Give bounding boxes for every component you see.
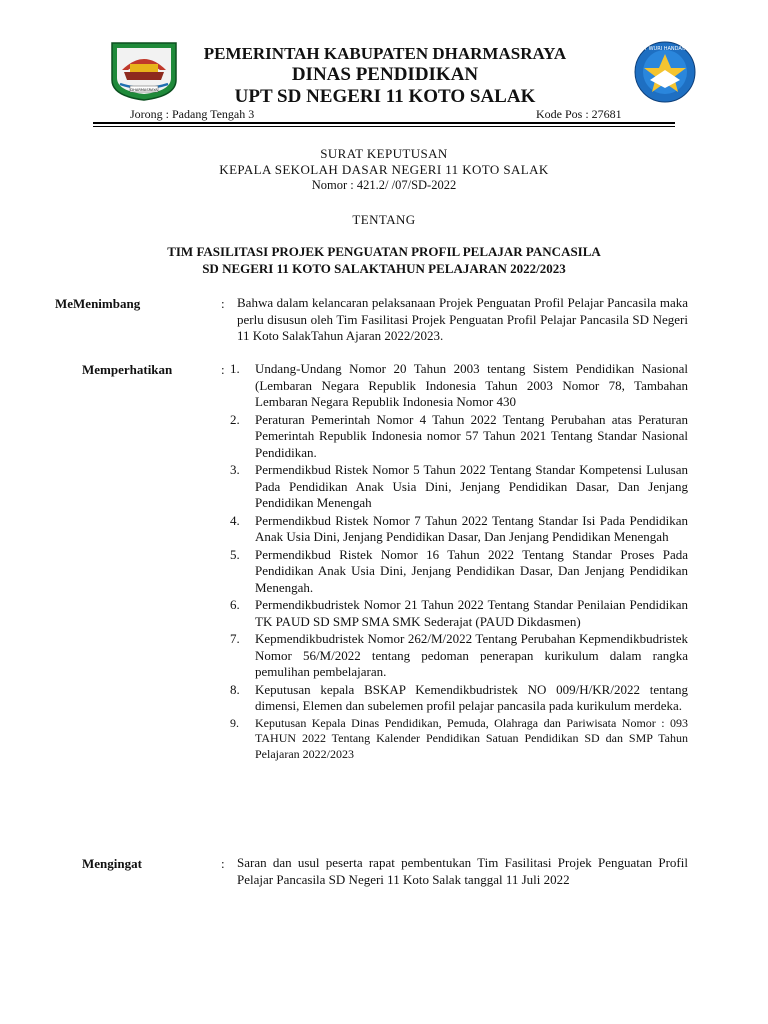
document-issuer: KEPALA SEKOLAH DASAR NEGERI 11 KOTO SALAK (219, 162, 549, 177)
list-item-number: 3. (230, 462, 240, 477)
list-item-text: Undang-Undang Nomor 20 Tahun 2003 tentang Sistem Pendidikan Nasional (Lembaran Negara Republik Indonesia Tahun 2003 Nomor 78, Tambahan Lembaran Negara Republik Indonesia Nomor 430 (255, 361, 688, 409)
memperhatikan-label: Memperhatikan (82, 362, 173, 377)
list-item-number: 9. (230, 715, 239, 730)
dharmasraya-logo-text: DHARMASRAYA (130, 88, 158, 92)
government-name: PEMERINTAH KABUPATEN DHARMASRAYA (203, 44, 567, 63)
menimbang-label: MeMenimbang (55, 296, 141, 311)
list-item (218, 547, 688, 597)
list-item-text: Peraturan Pemerintah Nomor 4 Tahun 2022 Tentang Perubahan atas Peraturan Pemerintah Republik Indonesia nomor 57 Tahun 2021 Tentang Standar Nasional Pendidikan. (255, 411, 688, 460)
list-item-number: 8. (230, 681, 240, 697)
list-item-number: 5. (230, 546, 240, 562)
memperhatikan-list (218, 361, 688, 762)
list-item-text: Permendikbudristek Nomor 21 Tahun 2022 Tentang Standar Penilaian Pendidikan TK PAUD SD SMP SMA SMK Sederajat (PAUD Dikdasmen) (255, 597, 688, 629)
list-item (218, 513, 688, 546)
menimbang-colon: : (221, 296, 225, 311)
list-item-text: Permendikbud Ristek Nomor 16 Tahun 2022 Tentang Standar Proses Pada Pendidikan Anak Usia Dini, Jenjang Pendidikan Dasar, Dan Jenjang Pendidikan Menengah. (255, 546, 688, 595)
subject-line-1: TIM FASILITASI PROJEK PENGUATAN PROFIL PELAJAR PANCASILA (167, 244, 601, 259)
list-item (218, 412, 688, 462)
list-item-text: Permendikbud Ristek Nomor 7 Tahun 2022 Tentang Standar Isi Pada Pendidikan Anak Usia Dini, Jenjang Pendidikan Dasar, Dan Jenjang Pendidikan Menengah (255, 512, 688, 544)
list-item (218, 361, 688, 411)
dharmasraya-emblem-logo (108, 40, 180, 102)
mengingat-label: Mengingat (82, 856, 142, 871)
tut-wuri-handayani-logo (628, 40, 702, 104)
agency-name: DINAS PENDIDIKAN (291, 64, 479, 85)
menimbang-text: Bahwa dalam kelancaran pelaksanaan Projek Penguatan Profil Pelajar Pancasila maka perlu disusun oleh Tim Fasilitasi Projek Penguatan Profil Pelajar Pancasila SD Negeri 11 Koto SalakTahun Ajaran 2022/2023. (237, 295, 688, 343)
list-item (218, 597, 688, 630)
document-number: Nomor : 421.2/ /07/SD-2022 (311, 178, 457, 192)
about-heading: TENTANG (352, 212, 416, 227)
tut-wuri-logo-text: TUT WURI HANDAYANI (637, 46, 693, 52)
list-item-number: 2. (230, 411, 240, 427)
list-item-text: Kepmendikbudristek Nomor 262/M/2022 Tentang Perubahan Kepmendikbudristek Nomor 56/M/2022 tentang pedoman penerapan kurikulum dalam rangka pemulihan pembelajaran. (255, 631, 688, 679)
list-item-number: 4. (230, 512, 240, 528)
address: Jorong : Padang Tengah 3 (130, 107, 255, 121)
postal-code: Kode Pos : 27681 (536, 107, 622, 121)
list-item-number: 6. (230, 597, 240, 612)
memperhatikan-colon: : (221, 362, 225, 377)
mengingat-text: Saran dan usul peserta rapat pembentukan Tim Fasilitasi Projek Penguatan Profil Pelajar Pancasila SD Negeri 11 Koto Salak tanggal 11 Juli 2022 (237, 855, 688, 887)
list-item (218, 682, 688, 715)
document-title: SURAT KEPUTUSAN (320, 146, 448, 161)
header-divider-thin (93, 126, 675, 127)
list-item (218, 631, 688, 681)
list-item (218, 462, 688, 512)
header-divider-thick (93, 122, 675, 124)
subject-line-2: SD NEGERI 11 KOTO SALAKTAHUN PELAJARAN 2022/2023 (202, 261, 566, 276)
school-name: UPT SD NEGERI 11 KOTO SALAK (234, 86, 536, 107)
list-item-text: Keputusan Kepala Dinas Pendidikan, Pemuda, Olahraga dan Pariwisata Nomor : 093 TAHUN 2022 Tentang Kalender Pendidikan Satuan Pendidikan SD dan SMP Tahun Pelajaran 2022/2023 (255, 715, 688, 761)
list-item-number: 1. (230, 361, 240, 376)
mengingat-colon: : (221, 856, 225, 871)
list-item (218, 716, 688, 763)
list-item-text: Keputusan kepala BSKAP Kemendikbudristek NO 009/H/KR/2022 tentang dimensi, Elemen dan subelemen profil pelajar pancasila pada kurikulum merdeka. (255, 681, 688, 713)
list-item-text: Permendikbud Ristek Nomor 5 Tahun 2022 Tentang Standar Kompetensi Lulusan Pada Pendidikan Anak Usia Dini, Jenjang Pendidikan Dasar, Dan Jenjang Pendidikan Menengah (255, 462, 688, 510)
list-item-number: 7. (230, 631, 240, 646)
